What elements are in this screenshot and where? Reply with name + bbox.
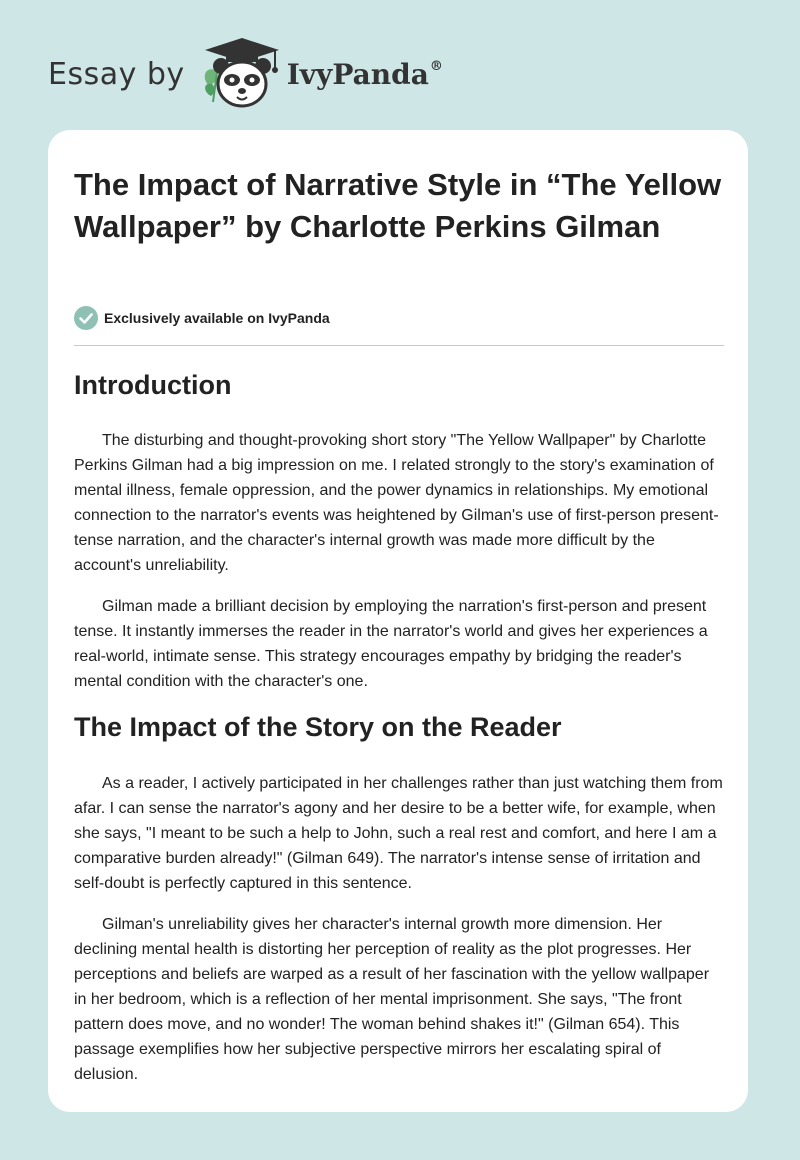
essay-title: The Impact of Narrative Style in “The Yellow Wallpaper” by Charlotte Perkins Gilman <box>74 167 722 244</box>
exclusive-label: Exclusively available on IvyPanda <box>104 310 330 326</box>
brand-name: IvyPanda® <box>286 57 443 91</box>
check-circle-icon <box>74 306 98 330</box>
section-heading-introduction: Introduction <box>74 370 232 400</box>
exclusive-badge <box>74 306 330 330</box>
divider <box>74 345 724 346</box>
paragraph: Gilman's unreliability gives her character's internal growth more dimension. Her declining mental health is distorting her perception of reality as the plot progresses. Her perceptions and beliefs are warped as a result of her fascination with the yellow wallpaper in her bedroom, which is a reflection of her mental imprisonment. She says, "The front pattern does move, and no wonder! The woman behind shakes it!" (Gilman 654). This passage exemplifies how her subjective perspective mirrors her escalating spiral of delusion. <box>74 916 710 1083</box>
brand-header[interactable] <box>48 36 443 112</box>
panda-graduate-icon <box>199 36 285 112</box>
essay-card <box>48 130 748 1112</box>
section-heading-impact: The Impact of the Story on the Reader <box>74 712 562 742</box>
paragraph: The disturbing and thought-provoking short story "The Yellow Wallpaper" by Charlotte Perkins Gilman had a big impression on me. I related strongly to the story's examination of mental illness, female oppression, and the power dynamics in relationships. My emotional connection to the narrator's events was heightened by Gilman's use of first-person present-tense narration, and the character's internal growth was made more difficult by the account's unreliability. <box>74 432 719 574</box>
paragraph: Gilman made a brilliant decision by employing the narration's first-person and present tense. It instantly immerses the reader in the narrator's world and gives her experiences a real-world, intimate sense. This strategy encourages empathy by bridging the reader's mental condition with the character's one. <box>74 598 708 690</box>
brand-prefix: Essay by <box>48 56 185 92</box>
paragraph: As a reader, I actively participated in her challenges rather than just watching them from afar. I can sense the narrator's agony and her desire to be a better wife, for example, when she says, "I meant to be such a help to John, such a real rest and comfort, and here I am a comparative burden already!" (Gilman 649). The narrator's intense sense of irritation and self-doubt is perfectly captured in this sentence. <box>74 775 723 892</box>
registered-mark: ® <box>429 58 443 74</box>
